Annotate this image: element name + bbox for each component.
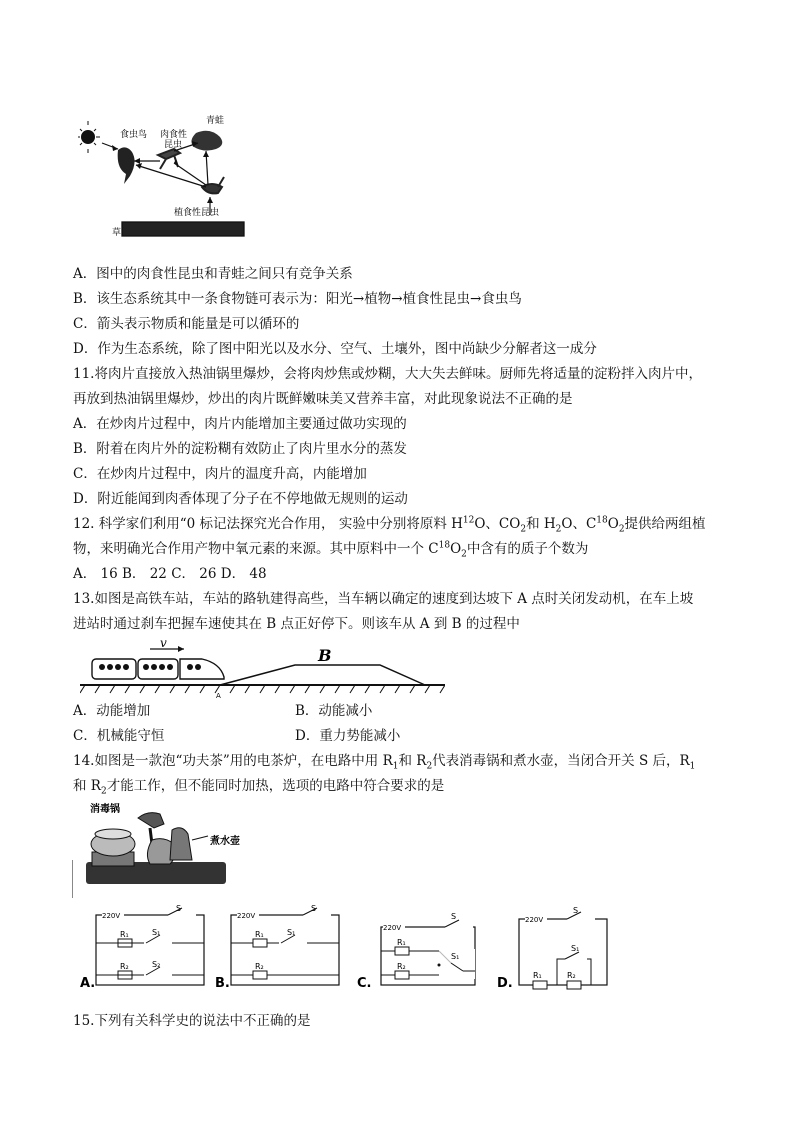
food-web-label-carnivore-1: 肉食性 — [160, 130, 188, 140]
food-web-label-grass: 草 — [112, 228, 122, 238]
circuit-c — [355, 905, 485, 997]
point-b-label: B — [318, 646, 332, 665]
circuit-c-switch-s: S — [451, 912, 457, 921]
food-web-label-bird: 食虫鸟 — [120, 130, 148, 140]
q11-option-b: B．附着在肉片外的淀粉糊有效防止了肉片里水分的蒸发 — [73, 441, 407, 457]
q15-stem: 15.下列有关科学史的说法中不正确的是 — [73, 1013, 311, 1029]
food-web-label-herbivore: 植食性昆虫 — [174, 208, 220, 218]
circuit-b-label: B. — [215, 976, 230, 991]
circuit-a-label: A. — [80, 976, 96, 991]
circuit-d-r2: R₂ — [567, 971, 576, 980]
tea-stove-figure — [72, 800, 252, 900]
circuit-c-s1: S₁ — [451, 952, 460, 961]
q14-stem-line2: 和 $R_2$才能工作，但不能同时加热，选项的电路中符合要求的是 — [73, 778, 445, 797]
circuit-d-s1: S₁ — [571, 944, 580, 953]
circuit-a-s2: S₂ — [152, 960, 161, 969]
bird-icon — [118, 147, 135, 184]
circuit-b-source: 220V — [237, 912, 256, 920]
label-sterilizer: 消毒锅 — [90, 804, 120, 815]
grass-icon — [122, 222, 244, 236]
q11-option-a: A．在炒肉片过程中，肉片内能增加主要通过做功实现的 — [73, 416, 407, 432]
circuit-b-r1: R₁ — [255, 930, 264, 939]
circuit-a-r1: R₁ — [120, 930, 129, 939]
q13-option-d: D．重力势能减小 — [295, 728, 401, 744]
q11-stem-line1: 11.将肉片直接放入热油锅里爆炒，会将肉炒焦或炒糊，大大失去鲜味。厨师先将适量的淀粉拌入肉片中， — [73, 366, 702, 382]
circuit-c-source: 220V — [383, 924, 402, 932]
circuit-b-switch-s: S — [311, 905, 317, 913]
label-kettle: 煮水壶 — [210, 836, 240, 847]
circuit-a — [80, 905, 210, 997]
mantis-icon — [158, 149, 180, 169]
q13-stem-line1: 13.如图是高铁车站，车站的路轨建得高些，当车辆以确定的速度到达坡下 A 点时关闭发动机，在车上坡 — [73, 591, 694, 607]
food-web-label-frog: 青蛙 — [206, 116, 225, 126]
q12-options: A． 16 B． 22 C． 26 D． 48 — [73, 566, 267, 582]
sun-icon — [81, 130, 95, 144]
circuit-b-s1: S₁ — [287, 928, 296, 937]
slope — [220, 665, 425, 685]
q13-stem-line2: 进站时通过刹车把握车速使其在 B 点正好停下。则该车从 A 到 B 的过程中 — [73, 616, 520, 632]
circuit-d-switch-s: S — [573, 906, 579, 915]
q11-option-d: D．附近能闻到肉香体现了分子在不停地做无规则的运动 — [73, 491, 408, 507]
circuit-a-s1: S₁ — [152, 928, 161, 937]
circuit-b — [215, 905, 345, 997]
circuit-d — [495, 905, 615, 997]
circuit-d-label: D. — [497, 976, 513, 991]
food-web-label-carnivore-2: 昆虫 — [164, 140, 183, 150]
q10-option-c: C．箭头表示物质和能量是可以循环的 — [73, 316, 300, 332]
q13-option-b: B．动能减小 — [295, 703, 373, 719]
circuit-d-source: 220V — [525, 916, 544, 924]
q13-option-a: A．动能增加 — [73, 703, 151, 719]
train-station-figure — [80, 637, 445, 699]
circuit-a-source: 220V — [102, 912, 121, 920]
circuit-c-r1: R₁ — [397, 938, 406, 947]
circuit-b-r2: R₂ — [255, 962, 264, 971]
q12-stem-line2: 物，来明确光合作用产物中氧元素的来源。其中原料中一个 $C^{18}O_2$中含有的质子个数为 — [73, 540, 589, 560]
circuit-c-r2: R₂ — [397, 962, 406, 971]
q11-stem-line2: 再放到热油锅里爆炒，炒出的肉片既鲜嫩味美又营养丰富，对此现象说法不正确的是 — [73, 391, 573, 407]
circuit-a-r2: R₂ — [120, 962, 129, 971]
q10-option-a: A．图中的肉食性昆虫和青蛙之间只有竞争关系 — [73, 266, 353, 282]
frog-icon — [191, 131, 222, 151]
food-web-figure — [78, 115, 258, 245]
q13-option-c: C．机械能守恒 — [73, 728, 165, 744]
circuit-c-label: C. — [357, 976, 372, 991]
point-a-label: A — [216, 692, 221, 699]
q10-option-d: D．作为生态系统，除了图中阳光以及水分、空气、土壤外，图中尚缺少分解者这一成分 — [73, 341, 597, 357]
q14-stem-line1: 14.如图是一款泡“功夫茶”用的电茶炉，在电路中用 $R_1$和 $R_2$代表消毒锅和煮水壶，当闭合开关 S 后，$R_1$ — [73, 753, 696, 772]
train-velocity-label: v — [160, 637, 167, 650]
q10-option-b: B．该生态系统其中一条食物链可表示为：阳光→植物→植食性昆虫→食虫鸟 — [73, 291, 522, 307]
q12-stem-line1: 12. 科学家们利用“0 标记法探究光合作用， 实验中分别将原料 $H^{12}O$、$CO_2$和 $H_2O$、$C^{18}O_2$提供给两组植 — [73, 515, 706, 535]
circuit-d-r1: R₁ — [533, 971, 542, 980]
q11-option-c: C．在炒肉片过程中，肉片的温度升高，内能增加 — [73, 466, 367, 482]
circuit-a-switch-s: S — [176, 905, 182, 913]
